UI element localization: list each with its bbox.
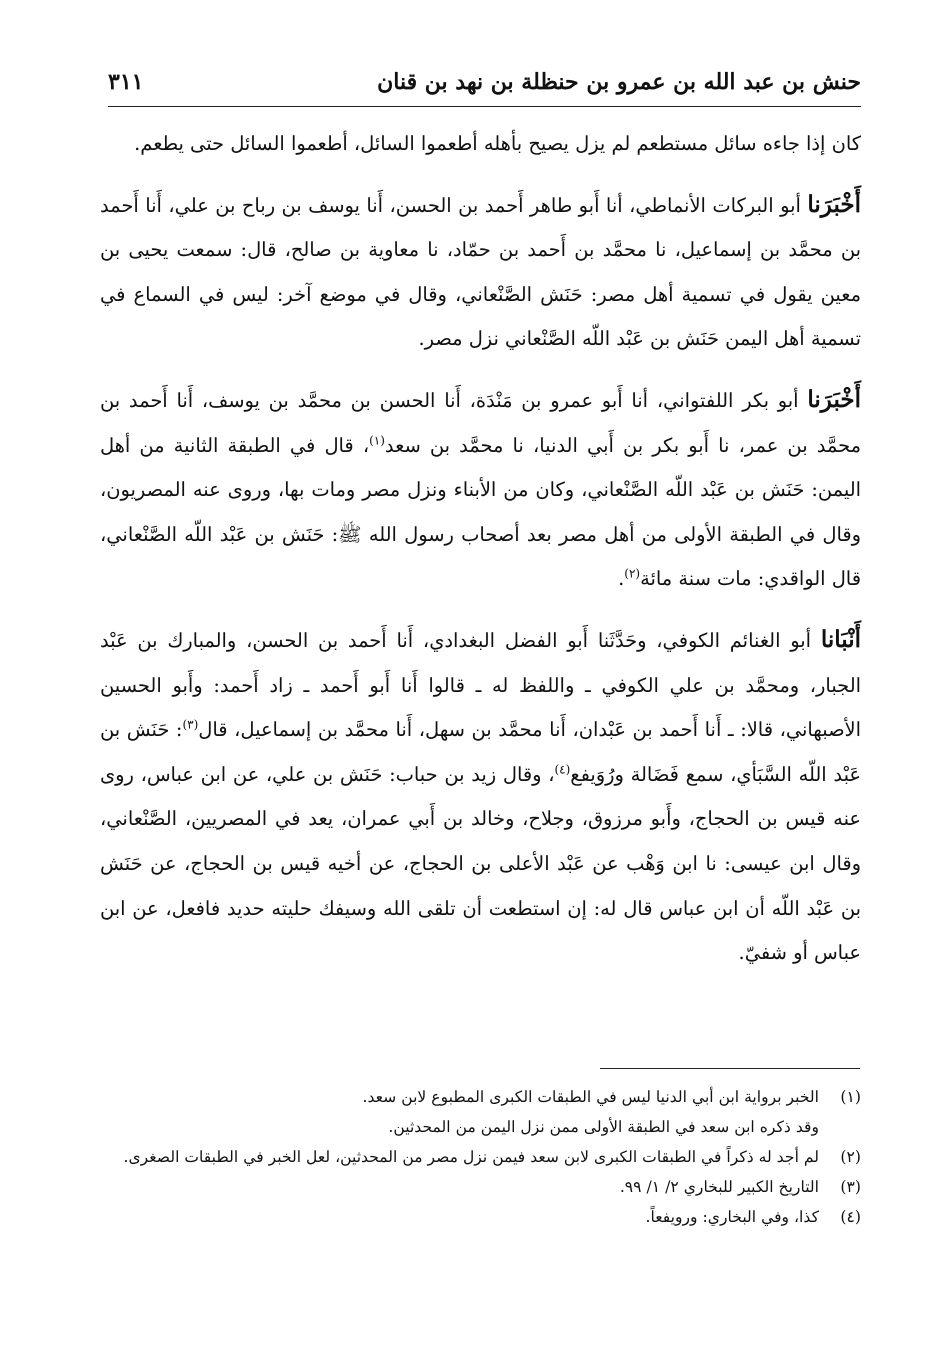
footnote-text: التاريخ الكبير للبخاري ٢/ ١/ ٩٩.: [619, 1178, 819, 1196]
footnote-marker[interactable]: (٢): [624, 566, 641, 581]
footnote-text: الخبر برواية ابن أبي الدنيا ليس في الطبقات الكبرى المطبوع لابن سعد.: [362, 1088, 819, 1106]
footnote-4: [100, 1202, 861, 1232]
main-text: [100, 122, 861, 976]
footnote-continuation: وقد ذكره ابن سعد في الطبقة الأولى ممن نزل اليمن من المحدثين.: [388, 1118, 819, 1136]
paragraph-2: [100, 183, 861, 362]
page-header: [108, 58, 861, 107]
paragraph-text: أبو بكر اللفتواني، أنا أَبو عمرو بن مَنْدَة، أَنا الحسن بن محمَّد بن يوسف، أَنا أَحمد بن محمَّد بن عمر، نا أَبو بكر بن أَبي الدنيا، نا محمَّد بن سعد: [100, 388, 861, 457]
paragraph-text: أبو الغنائم الكوفي، وحَدَّثَنا أَبو الفضل البغدادي، أَنا أَحمد بن الحسن، والمبارك بن عَبْد الجبار، ومحمَّد بن علي الكوفي ـ واللفظ له ـ قالوا أَنا أَبو أَحمد ـ زاد أَحمد: وأَبو الحسين الأصبهاني، قالا: ـ أَنا أَحمد بن عَبْدان، أَنا محمَّد بن سهل، أَنا محمَّد بن إسماعيل، قال: [100, 628, 861, 742]
paragraph-text: كان إذا جاءه سائل مستطعم لم يزل يصيح بأهله أطعموا السائل، أطعموا السائل حتى يطعم.: [134, 132, 861, 155]
transmission-lead-word: أَنْبَانا: [820, 625, 861, 653]
footnote-marker[interactable]: (١): [369, 433, 385, 448]
footnote-text: كذا، وفي البخاري: ورويفعاً.: [645, 1208, 819, 1226]
footnote-number: (٣): [840, 1178, 861, 1196]
footnote-marker[interactable]: (٤): [554, 762, 571, 777]
transmission-lead-word: أَخْبَرَنا: [807, 190, 861, 218]
footnotes: [100, 1082, 861, 1232]
footnote-1: [100, 1082, 861, 1112]
footnote-number: (٤): [840, 1208, 861, 1226]
paragraph-text: أبو البركات الأنماطي، أنا أَبو طاهر أَحمد بن الحسن، أَنا يوسف بن رباح بن علي، أَنا أَحمد بن محمَّد بن إسماعيل، نا محمَّد بن أَحمد بن حمّاد، نا معاوية بن صالح، قال: سمعت يحيى بن معين يقول في تسمية أهل مصر: حَنَش الصَّنْعاني، وقال في موضع آخر: ليس في السماع في تسمية أهل اليمن حَنَش بن عَبْد اللّه الصَّنْعاني نزل مصر.: [100, 193, 861, 351]
paragraph-text: ، قال في الطبقة الثانية من أهل اليمن: حَنَش بن عَبْد اللّه الصَّنْعاني، وكان من الأبناء ونزل مصر ومات بها، وروى عنه المصريون، وقال في الطبقة الأولى من أهل مصر بعد أصحاب رسول الله ﷺ: حَنَش بن عَبْد اللّه الصَّنْعاني، قال الواقدي: مات سنة مائة: [100, 433, 861, 591]
footnote-3: [100, 1172, 861, 1202]
footnote-2: [100, 1142, 861, 1172]
page-number: ٣١١: [108, 69, 144, 95]
footnote-text: لم أجد له ذكراً في الطبقات الكبرى لابن سعد فيمن نزل مصر من المحدثين، لعل الخبر في الطبقات الصغرى.: [123, 1148, 819, 1166]
footnote-marker[interactable]: (٣): [182, 717, 199, 732]
paragraph-text: ، وقال زيد بن حباب: حَنَش بن علي، عن ابن عباس، روى عنه قيس بن الحجاج، وأَبو مرزوق، وجلاح، وخالد بن أَبي عمران، يعد في المصريين، الصَّنْعاني، وقال ابن عيسى: نا ابن وَهْب عن عَبْد الأعلى بن الحجاج، عن أخيه قيس بن الحجاج، عن حَنَش بن عَبْد اللّه أن ابن عباس قال له: إن استطعت أن تلقى الله وسيفك حليته حديد فافعل، عن ابن عباس أو شفيّ.: [100, 762, 861, 965]
paragraph-3: [100, 378, 861, 602]
footnote-number: (١): [840, 1088, 861, 1106]
paragraph-text: .: [618, 567, 625, 591]
running-title: حنش بن عبد الله بن عمرو بن حنظلة بن نهد بن قنان: [377, 69, 861, 95]
paragraph-1: [100, 122, 861, 167]
paragraph-4: [100, 618, 861, 976]
footnote-number: (٢): [840, 1148, 861, 1166]
transmission-lead-word: أَخْبَرَنا: [807, 385, 861, 413]
paragraph-text: : حَنَش بن عَبْد اللّه السَّبَأي، سمع فَضَالة ورُوَيفع: [100, 718, 862, 786]
footnote-separator: [600, 1068, 860, 1069]
